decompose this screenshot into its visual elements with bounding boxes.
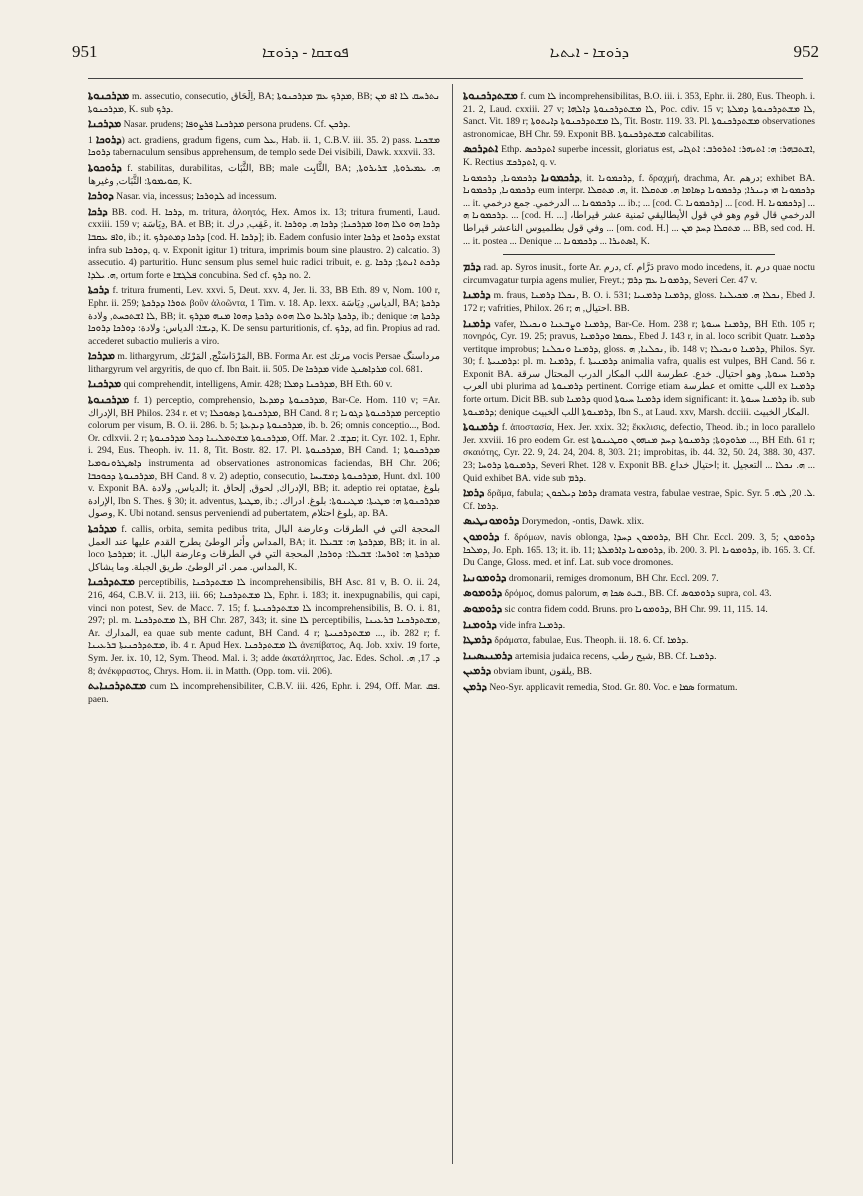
dictionary-entry	[88, 394, 440, 521]
entry-headword: ܕܪܡܢܘܬܐ	[463, 421, 499, 434]
dictionary-entry	[463, 650, 815, 664]
entry-headword: ܡܫܬܕܪܟܢܐܝܬ	[88, 680, 147, 693]
page-header	[72, 38, 819, 66]
entry-definition: δράματα, fabulae, Eus. Theoph. ii. 18. 6. Cf. ܕܪܡܐ.	[492, 635, 689, 647]
entry-definition: δρᾶμα, fabula; ܕܪܡܐ ܕܝܠܟܘܢ dramata vestra, fabulae vestrae, Spic. Syr. ܠ. 20, ܠܗ. 5. Cf. ܕܪܡܐ.	[463, 488, 815, 512]
entry-definition: Nasar. via, incessus; ܠܕܘܪܟܐ ad incessum.	[113, 191, 277, 203]
column-divider	[452, 84, 453, 1164]
entry-headword: ܕܪܘܡܘܢܝܐ	[463, 571, 507, 584]
dictionary-entry	[88, 284, 440, 348]
entry-definition: f. ἀποστασία, Hex. Jer. xxix. 32; ἔκκλισις, defectio, Theod. ib.; in loco parallelo Jer. xxviii. 16 pro eodem Gr. est ܡܪܘܕܘܬܐ; ܕܪܡܢܘܬܐ ܕܚܕ ܡܢܗܘܢ ܘܩܛܝܢܘܬܐ ..., BH Eth. 61 r; σκαιότης, Cyr. 22. 9, 24. 24, 204. 8, 303. 21; improbitas, ib. 44. 32, 50. 24, 388. 30, 437. 23; ܕܪܡܢܘܬܐ ܕܪܘܚܐ, Severi Rhet. 128 v. Exponit BB. احتيال خداع; it. ܗ. ܢܟܠܐ ... التعجيل ... Quid exhibet BA. vide sub ܕܪܡ.	[463, 422, 815, 484]
running-head-right: ܕܪܘܫܐ - ܐܝܬܝܐ	[549, 45, 629, 61]
page-number-left: 951	[72, 42, 98, 61]
dictionary-entry	[463, 587, 815, 601]
entry-headword: ܐܬܕܪܟܣ	[463, 143, 499, 156]
entry-headword: ܕܪܘܡܘܣ	[463, 602, 503, 615]
entry-definition: f. tritura frumenti, Lev. xxvi. 5, Deut. xxv. 4, Jer. li. 33, BB Eth. 89 v, Nom. 100 r, Ephr. ii. 259; ܬܘܪܐ ܕܕܪܟܬܐ βοῦν ἀλοῶντα, 1 Tim. v. 18. Ap. lexx. الدياس, دِيَاسَة, BA; ܕܪܟܬܐ ܠܐ ܐܫܬܟܚܬ, ولادة, BB; it. ܕܪܟܬܐ ܕܐܪܥܐ ܘܠܐ ܗܘܬ ܕܪܟܬܐ ܕܗܘܐ ܡܢܗ ܡܕܪܟ, ib.; denique ܕܪܟܬܐ ܗ: ܕܝܫܐ: الدياس: ولادة: ܕܘܪܟܐ ܕܪܘܟܐ, K. De sensu parturitionis, cf. ܕܪܟ, ad fin. Propius ad rad. accederet subactio mulieris a viro.	[88, 285, 440, 347]
entry-definition: qui comprehendit, intelligens, Amir. 428; ܡܕܪܟܢܐ ܕܡܠܐ, BH Eth. 60 v.	[121, 379, 393, 391]
dictionary-entry	[88, 206, 440, 283]
entry-definition: f. callis, orbita, semita pedibus trita, المحجة التي في الطرقات وعارضة البال المداس وأثر الوطئ يطرح القدم عليها عند العمل, BA; it. ܡܕܪܟܬܐ ܗ: ܫܒܝܠܐ, BB; it. in al. loco ܡܕܪܟܬܐ; it. ܡܕܪܟܬܐ ܗ: ܐܘܪܚܐ: ܫܒܝܠܐ: ܕܘܪܟܐ, المحجة التي في الطرقات وعارضة البال. المداس. ممر. اثر الوطئ. طريق الجبلة. وما يشاكل, K.	[88, 524, 440, 573]
entry-headword: ܕܪܡܢܐ	[463, 317, 491, 330]
entry-headword: ܡܕܪܟܢܐ	[88, 378, 122, 391]
entry-definition: cum ܠܐ incomprehensibiliter, C.B.V. iii. 426, Ephr. i. 294, Off. Mar. ܦܩ. paen.	[88, 681, 440, 705]
entry-headword: ܡܕܪܟܢܘܬܐ	[88, 394, 130, 407]
dictionary-entry	[88, 350, 440, 376]
entry-headword: ܡܕܪܟܐ	[88, 350, 115, 363]
dictionary-entry	[88, 90, 440, 116]
entry-definition: Ethp. ܐܬܕܪܟܣ superbe incessit, gloriatus est, ܐܫܬܒܗܪ: ܗ: ܐܬܝܗܪ: ܐܬܪܘܪܒ: ܐܬܓܐܝ, K. Rectius ܐܬܕܪܟܫ, q. v.	[463, 144, 815, 168]
page-number-right: 952	[793, 42, 819, 61]
entry-headword: ܕܪܘܡܘܢܛܝܣ	[463, 515, 520, 528]
right-column	[463, 90, 815, 1170]
entry-definition: Nasar. prudens; ܡܕܪܟܢܐ ܦܪܨܘܦܐ persona prudens. Cf. ܕܪܟܢ.	[121, 119, 351, 131]
dictionary-entry	[463, 634, 815, 648]
dictionary-entry	[463, 172, 815, 249]
entry-headword: ܕܪܡܝܢ	[463, 665, 492, 678]
entry-headword: ܕܘܪܟܐ	[88, 190, 114, 203]
dictionary-entry	[463, 261, 815, 287]
section-separator	[503, 254, 775, 255]
entry-definition: sic contra fidem codd. Bruns. pro ܕܪܘܡܘܢܐ, BH Chr. 99. 11, 115. 14.	[502, 603, 768, 615]
entry-headword: ܕܪܡܐ	[463, 487, 485, 500]
entry-definition: vafer, ܕܪܡܢܐ ܘܨܒܥܢܐ ܘܢܟܝܠܐ, Bar-Ce. Hom. 238 r; ܕܪܡܢܐ ܚܝܘܬܐ, BH Eth. 105 r; πονηρός, Cyr. 19. 25; pravus, ܥܩܡܐ ܘܕܪܡܢܐ, Ebed J. 143 r, in al. loco scribit Quatr. ܕܪܡܢܐ vertitque improbus; ܕܪܡܢܐ ܘܢܟܠܢܐ, gloss. ܢܟܠܢܐ, ܗ, ib. 148 v; ܕܪܡܢܐ ܘܢܟܝܠܐ, Philos. Syr. 30; f. ܕܪܡܢܝܬܐ: pl. m. ܕܪܡܢܐ, f. ܕܪܡܢܝܬܐ animalia vafra, qualis est vulpes, BH Cand. 56 r. Exponit BA. ܕܪܡܢܐ ܚܝܘܬܐ, وهو احتيال. خدع. عطرسة اللب المكار الدرب المحتال سرقة العرب ubi plurima ad ܕܪܡܢܘܬܐ pertinent. Corrige etiam عطرسة et omitte اللب ex ܕܪܡܢܐ forte ortum. Dicit BB. sub ܕܪܡܢܐ quod ܕܪܡܢܐ ܚܝܘܬܐ idem significant: it. ܕܪܡܢܐ ܚܝܘܬܐ ib. sub ܕܪܡܢܘܬܐ; denique ܕܪܡܢܘܬܐ اللب الخبيث, Ibn S., at Laud. xxv, Marsh. dcciii. المكار الخبيث.	[463, 318, 815, 418]
entry-headword: ܕܪܟܡܘܢܐ	[541, 171, 580, 184]
entry-definition: perceptibilis, ܠܐ ܡܫܬܕܪܟܢܐ incomprehensibilis, BH Asc. 81 v, B. O. ii. 24, 216, 464, C.B.V. ii. 213, iii. 66; ܠܐ ܡܫܬܕܪܟܢܐ, Ephr. i. 183; it. inexpugnabilis, qui capi, vinci non potest, Sev. de Macc. 7. 15; f. ܠܐ ܡܫܬܕܪܟܢܝܬܐ incomprehensibilis, B. O. i. 81, 297; pl. m. ܠܐ ܡܫܬܕܪܟܢܐ, BH Chr. 287, 343; it. sine ܠܐ perceptibilis, ܡܫܬܕܪܟܢܐ ܒܪܥܝܢܐ, Ar. المدارك, ea quae sub mente cadunt, BH Cand. 4 r; ܡܫܬܕܪܟܢܝܬܐ ..., ib. 282 r; f. ܡܫܬܕܪܟܢܝܬܐ ܒܪܥܝܢܐ, ib. 4 r. Apud Hex. ܠܐ ܡܫܬܕܪܟܢܐ ἀνεπίβατος, Aq. Job. xxiv. 19 forte, Sym. Jer. ix. 10, 12, Sym. Theod. Mal. i. 3; adde ἀκατάληπτος, Jac. Edes. Schol. ܕ. 17, ܗ. 8; ἀνέκφραστος, Chrys. Hom. ii. in Matth. (Opp. tom. vii. 206).	[88, 577, 440, 677]
entry-headword: ܕܪܘܟܐ	[95, 133, 122, 146]
entry-definition: dromonarii, remiges dromonum, BH Chr. Eccl. 209. 7.	[506, 572, 719, 584]
dictionary-entry	[88, 378, 440, 392]
entry-headword: ܡܕܪܟܢܐ	[88, 118, 122, 131]
entry-definition: f. stabilitas, durabilitas, الثَّبَات, BB; male الثَّابِت, BA; ܗ. ܥܡܝܪܘܬܐ, ܫܪܝܪܘܬܐ, ܩܘܝܡܘܬܐ: الثَّبَات, وغيرها, K.	[88, 162, 440, 187]
dictionary-entry	[463, 572, 815, 586]
entry-headword: ܕܪܟܐ	[88, 205, 108, 218]
dictionary-entry	[88, 134, 440, 160]
dictionary-entry	[88, 523, 440, 574]
dictionary-entry	[463, 318, 815, 420]
entry-definition: m. lithargyrum, المَرْدَاسَنْج, المَرْتَك, BB. Forma Ar. est مرتك vocis Persae مرداسنگ lithargyrum vel argyritis, de quo cf. Ibn Bait. ii. 505. De ܡܕܪܟܐ vide ܡܪܕܐܣܢܓ col. 681.	[88, 351, 440, 375]
entry-definition: m. assecutio, consecutio, اِلْحَاق, BA; ܡܕܪܟ ܥܡ ܡܕܪܟܢܘܬܐ, BB; ܢܬܪܚܩ ܠܐ ܐܦ ܡܢ ܡܕܪܟܢܘܬܐ, K. sub ܕܪܟ.	[88, 91, 440, 115]
entry-definition: obviam ibunt, يلقون, BB.	[491, 666, 592, 678]
dictionary-entry	[463, 421, 815, 485]
entry-headword: ܕܪܡܢ	[463, 680, 487, 693]
dictionary-entry	[463, 143, 815, 169]
entry-definition: BB. cod. H. ܕܪܟܐ, m. tritura, ἀλοητός, Hex. Amos ix. 13; tritura frumenti, Laud. cxxiii. 159 v; دِيَاسَة, BA. et BB; it. عَقِب, درك, it. ܕܪܟܐ ܗܘ ܘܠܐ ܗܘܐ ܡܕܪܟܢܐ; ܕܪܟܐ ܗ. ܕܘܪܟܐ ܘܐܦ ܥܩܒܐ, ib.; it. ܕܪܟܐ ܕܡܬܕܪܟ [cod. H. ܕܪܟܐ]; ib. Eadem confusio inter ܕܪܟܐ et ܕܪܘܟܐ exstat infra sub ܕܘܪܟܐ, q. v. Exponit igitur 1) tritura, imprimis boum sine plaustro. 2) calcatio. 3) assecutio. 4) parturitio. Hunc sensum plus semel huic radici tribuit, e. g. ܕܪܟܬ ܐܢܬܬܐ; ܕܪܟܐ ܗ. ܝܠܕܐ, ortum forte e ܦܠܓܫܐ concubina. Sed cf. ܕܪܟ no. 2.	[88, 206, 440, 281]
dictionary-entry	[463, 619, 815, 633]
entry-headword: ܕܪܡ	[463, 261, 481, 274]
entry-definition: f. δρόμων, navis oblonga, ܕܪܘܡܘܢ ܕܚܕܐ, BH Chr. Eccl. 209. 3, 5; ܕܪܘܡܘܢ ܕܡܠܟܐ, Jo. Eph. 165. 13; it. ib. 11; ܕܪܘܡܘܢܐ ܕܐܪܡܠܬܐ, ib. 200. 3. Pl. ܕܪܘܡܘܢܐ, ib. 165. 3. Cf. Du Cange, Gloss. med. et inf. Lat. sub voce dromones.	[463, 532, 815, 569]
entry-headword: ܕܪܡܛܐ	[463, 634, 493, 647]
entry-headword: ܕܪܘܡܢܐ	[463, 618, 497, 631]
entry-definition: ܕܪܟܡܘܢܐ, ܕܪܟܡܘܢܐ, it. ܕܪܟܡܘܢܐ, f. δραχμή, drachma, Ar. درهم; exhibet BA. ܕܪܟܡܘܢܐ, ܕܪܟܡܘܢܐ eum interpr. ܗ. ܡܬܩܠܐ, it. ܕܪܟܡܘܢܐ ܗܝ ܕܝܢܪܐ; ܕܪܟܡܘܢܐ ܕܣܐܡܐ ܗ. ܡܬܩܠܐ ... it. ܕܪܟܡܘܢܐ ... الدرخمي. جمع درخمي ... ib.; ... [cod. C. ܕܪܟܡܘܢܐ] ... [cod. H. ܕܪܟܡܘܢܐ] ... ܕܪܟܡܘܢܐ ܗ. ... [cod. H. ...] الدرخمي قال قوم وهو في قول الأيطاليقي ثمنية عشر قيراطا، وفي قول بطلميوس الناعشر قيراطا ... [om. cod. H.] ... ܡܬܩܠܐ ܕܚܕ ܡܢ ... BB, sed cod. H. ... it. postea ... Denique ... ܐܣܬܝܪܐ ... ܕܪܟܡܘܢܐ, K.	[463, 172, 815, 247]
dictionary-entry	[463, 665, 815, 679]
dictionary-entry	[88, 680, 440, 706]
dictionary-entry	[88, 118, 440, 132]
dictionary-entry	[463, 531, 815, 570]
entry-definition: Neo-Syr. applicavit remedia, Stod. Gr. 80. Voc. e ܣܡܐ formatum.	[486, 681, 738, 693]
entry-definition: artemisia judaica recens, شيح رطب, BB. Cf. ܕܪܡܢܐ.	[512, 650, 717, 662]
dictionary-entry	[463, 289, 815, 315]
entry-headword: ܡܕܪܟܢܘܬܐ	[88, 90, 130, 102]
entry-headword: ܕܪܘܟܘܬܐ	[88, 161, 122, 174]
dictionary-entry	[88, 190, 440, 204]
entry-headword: ܡܫܬܕܪܟܢܐ	[88, 576, 135, 589]
entry-definition: rad. ap. Syros inusit., forte Ar. درم, cf. دَرَّام pravo modo incedens, it. درم quae noctu circumvagatur turpia agens mulier, Freyt.; ܕܪܡܘܢܐ ܥܡ ܕܪܡ, Severi Cer. 47 v.	[463, 262, 815, 286]
entry-definition: δρόμος, domus palorum, ܒܝܬ ܣܟܐ ܗ., BB. Cf. ܕܪܘܡܘܣ supra, col. 43.	[502, 588, 772, 600]
entry-definition: 1) act. gradiens, gradum figens, cum ܥܠ, Hab. ii. 1, C.B.V. iii. 35. 2) pass. ܡܫܟܢܐ ܕܪܘܟܐ tabernaculum sensibus apprehensum, de templo sede Dei visibili, Dawk. xxxvii. 33.	[88, 134, 440, 159]
entry-headword: ܕܪܟܬܐ	[88, 284, 110, 297]
entry-definition: vide infra ܕܪܡܢܐ.	[496, 619, 566, 631]
dictionary-entry	[88, 576, 440, 678]
dictionary-entry	[463, 515, 815, 529]
entry-headword: ܕܪܘܡܘܢ	[463, 531, 500, 543]
entry-headword: ܕܪܘܡܘܣ	[463, 587, 503, 600]
dictionary-entry	[88, 162, 440, 188]
dictionary-entry	[463, 603, 815, 617]
entry-definition: f. cum ܠܐ incomprehensibilitas, B.O. iii. i. 353, Ephr. ii. 280, Eus. Theoph. i. 21. 2, Laud. cxxiii. 27 v; ܠܐ ܡܫܬܕܪܟܢܘܬܐ ܕܐܠܗܐ, Poc. cdiv. 15 v; ܠܐ ܡܫܬܕܪܟܢܘܬܐ ܕܡܠܬܐ, Sanct. Vit. 189 r; ܠܐ ܡܫܬܕܪܟܢܘܬܐ ܕܐܝܬܘܬܐ, Tit. Bostr. 119. 33. Pl. ܡܫܬܕܪܟܢܘܬܐ observationes astronomicae, BH Chr. 59. Exponit BB. ܡܫܬܕܪܟܢܘܬܐ calcabilitas.	[463, 91, 815, 140]
running-head-left: ܦܘܫܩܐ - ܕܪܘܫܐ	[262, 45, 349, 61]
left-column	[88, 90, 440, 1170]
entry-definition: f. 1) perceptio, comprehensio, ܡܕܪܟܢܘܬܐ ܕܡܕܥܐ, Bar-Ce. Hom. 110 v; =Ar. الإدراك, BH Philos. 234 r. et v; ܡܕܪܟܢܘܬܐ ܕܣܘܟܠܐ, BH Cand. 8 r; ܡܕܪܟܢܘܬܐ ܕܓܘܢܐ perceptio colorum per visum, B. O. ii. 286. b. 5; ܡܕܪܟܢܘܬܐ ܕܝܕܥܬܐ, ib. b. 26; omnis conceptio..., Bod. Or. cdlxvii. 2 r; ܡܕܪܟܢܘܬܐ ܡܫܬܡܠܝܢܐ ܕܟܠ ܡܕܪܟܢܘܬܐ, Off. Mar. ܩܕܫ. 2; it. Cyr. 102. 1, Ephr. i. 294, Eus. Theoph. iv. 11. 8, Tit. Bostr. 82. 17. Pl. ܡܕܪܟܢܘܬܐ, BH Cand. 1; ܡܕܪܟܢܘܬܐ ܕܐܣܛܪܘܢܘܡܝܐ instrumenta ad observationes astronomicas faciendas, BH Chr. 206; ܡܕܪܟܢܘܬܐ ܕܟܘܟܒܐ, BH Cand. 8 v. 2) adeptio, consecutio, ܡܕܪܟܢܘܬܐ ܕܡܫܝܚܐ, Hunt. dxl. 100 v. Exponit BA. الدياس, ولادة; it. الإدراك, لحوق, إلحاق, BB; it. adeptio rei optatae, بلوغ الإرادة, Ibn S. Thes. § 30; it. adventus, ܡܛܝܬܐ, ib.; ܡܕܪܟܢܘܬܐ ܗ: ܡܛܝܬܐ: ܡܛܝܢܘܬܐ: بلوغ. ادراك. وصول, K. Ubi notand. sensus perveniendi ad pubertatem, بلوغ احتلام, ap. BA.	[88, 395, 440, 520]
entry-headword: ܡܕܪܟܬܐ	[88, 523, 117, 535]
dictionary-entry	[463, 90, 815, 141]
entry-definition: Dorymedon, -ontis, Dawk. xlix.	[519, 516, 645, 528]
entry-definition: m. fraus, ܢܟܠܐ ܕܪܡܢܐ, B. O. i. 531; ܕܪܡܢܐ ܕܪܡܢܝܐ, gloss. ܢܟܠܐ ܗ. ܡܟܝܠܢܐ, Ebed J. 172 r; vafrities, Philox. 26 r; احتيال, ܗ. BB.	[463, 290, 815, 314]
header-rule	[88, 78, 803, 79]
entry-headword: ܡܫܬܕܪܟܢܘܬܐ	[463, 90, 518, 102]
dictionary-entry	[463, 681, 815, 695]
dictionary-entry	[463, 487, 815, 513]
entry-headword: ܕܪܡܢܝܣܝܢܐ	[463, 649, 513, 662]
entry-headword: ܕܪܡܢܐ	[463, 289, 491, 302]
